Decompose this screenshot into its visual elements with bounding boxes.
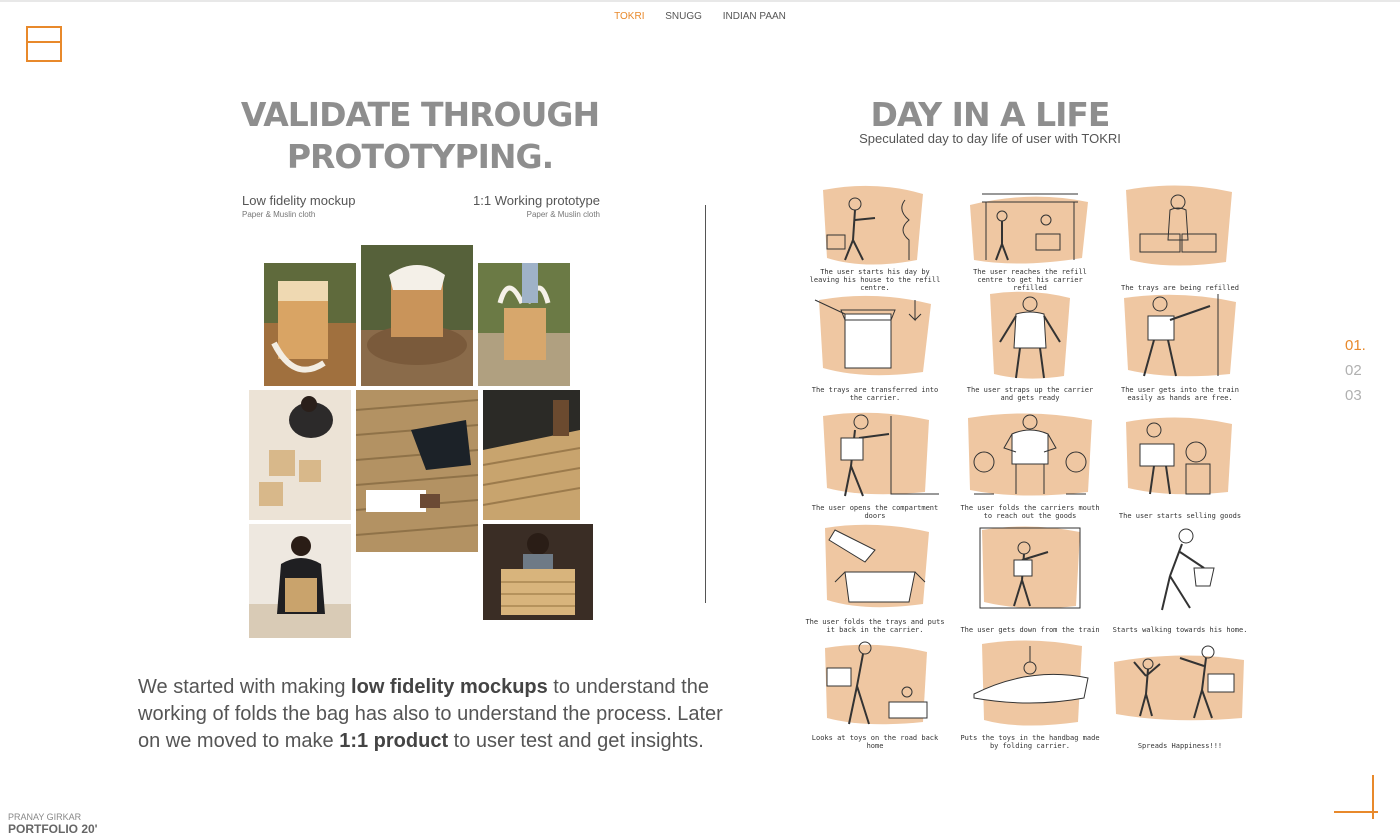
panel-caption: Looks at toys on the road back home (811, 734, 939, 750)
nav-tokri[interactable]: TOKRI (614, 11, 645, 22)
caption-working-prototype-title: 1:1 Working prototype (473, 193, 600, 208)
storyboard-panel (1110, 180, 1250, 292)
photo-user-holding-mat (483, 524, 593, 620)
corner-crop-mark (1334, 775, 1378, 819)
description-part-1: We started with making (138, 676, 352, 698)
panel-caption: Spreads Happiness!!! (1137, 742, 1223, 750)
nav-indian-paan[interactable]: INDIAN PAAN (722, 11, 786, 22)
storyboard-panel (960, 522, 1100, 634)
panel-caption: The user starts his day by leaving his house to the refill centre. (809, 268, 941, 292)
panel-caption: The user opens the compartment doors (811, 504, 939, 520)
pager-item-01[interactable]: 01. (1345, 337, 1366, 354)
right-title: DAY IN A LIFE (870, 95, 1110, 134)
left-title-line-1: VALIDATE THROUGH (240, 95, 600, 134)
footer-author: PRANAY GIRKAR (8, 812, 82, 822)
pager-item-02[interactable]: 02 (1345, 362, 1362, 379)
photo-paper-mockup-3 (478, 263, 570, 386)
top-nav (0, 11, 1400, 22)
storyboard-panel (960, 290, 1100, 402)
panel-caption: Puts the toys in the handbag made by folding carrier. (960, 734, 1100, 750)
storyboard-panel (1110, 638, 1250, 750)
photo-weaving-floor (249, 390, 351, 520)
storyboard-panel (805, 290, 945, 402)
storyboard-panel (960, 408, 1100, 520)
vertical-divider (705, 205, 706, 603)
nav-snugg[interactable]: SNUGG (665, 11, 702, 22)
description-paragraph (138, 674, 738, 755)
panel-caption: The trays are being refilled (1120, 284, 1239, 292)
photo-woven-mat (483, 390, 580, 520)
storyboard-panel (960, 638, 1100, 750)
panel-caption: Starts walking towards his home. (1112, 626, 1248, 634)
storyboard-panel (805, 522, 945, 634)
panel-caption: The user reaches the refill centre to get his carrier refilled (973, 268, 1087, 292)
description-part-3: to user test and get insights. (448, 730, 704, 752)
storyboard-panel (1110, 290, 1250, 402)
storyboard-panel (805, 180, 945, 292)
storyboard-panel (805, 638, 945, 750)
description-bold-1: low fidelity mockups (351, 676, 548, 698)
panel-caption: The trays are transferred into the carrier. (811, 386, 939, 402)
footer-portfolio: PORTFOLIO 20' (8, 822, 98, 836)
description-part-2: to understand the working of folds the bag has also to understand the process. Later on we moved to make (138, 676, 723, 752)
menu-icon[interactable] (26, 26, 62, 62)
left-title-line-2: PROTOTYPING. (286, 137, 554, 176)
photo-paper-mockup-1 (264, 263, 356, 386)
caption-working-prototype-sub: Paper & Muslin cloth (526, 210, 600, 219)
photo-user-with-basket (249, 524, 351, 638)
photo-paper-mockup-2 (361, 245, 473, 386)
right-subtitle: Speculated day to day life of user with TOKRI (859, 131, 1121, 146)
storyboard-panel (960, 180, 1100, 292)
photo-sewing-machine (356, 390, 478, 552)
left-title (220, 94, 620, 178)
panel-caption: The user starts selling goods (1118, 512, 1242, 520)
panel-caption: The user gets down from the train (960, 626, 1100, 634)
caption-working-prototype (420, 193, 600, 219)
panel-caption: The user straps up the carrier and gets ready (966, 386, 1094, 402)
caption-low-fidelity (242, 193, 355, 219)
storyboard-panel (805, 408, 945, 520)
storyboard-grid (805, 180, 1255, 750)
panel-caption: The user folds the trays and puts it back in the carrier. (805, 618, 945, 634)
panel-caption: The user folds the carriers mouth to reach out the goods (960, 504, 1100, 520)
description-bold-2: 1:1 product (339, 730, 449, 752)
caption-low-fidelity-sub: Paper & Muslin cloth (242, 210, 316, 219)
storyboard-panel (1110, 522, 1250, 634)
caption-low-fidelity-title: Low fidelity mockup (242, 193, 356, 208)
pager-item-03[interactable]: 03 (1345, 387, 1362, 404)
section-pager (1345, 333, 1366, 408)
top-rule (0, 0, 1400, 2)
panel-caption: The user gets into the train easily as hands are free. (1120, 386, 1239, 402)
storyboard-panel (1110, 408, 1250, 520)
